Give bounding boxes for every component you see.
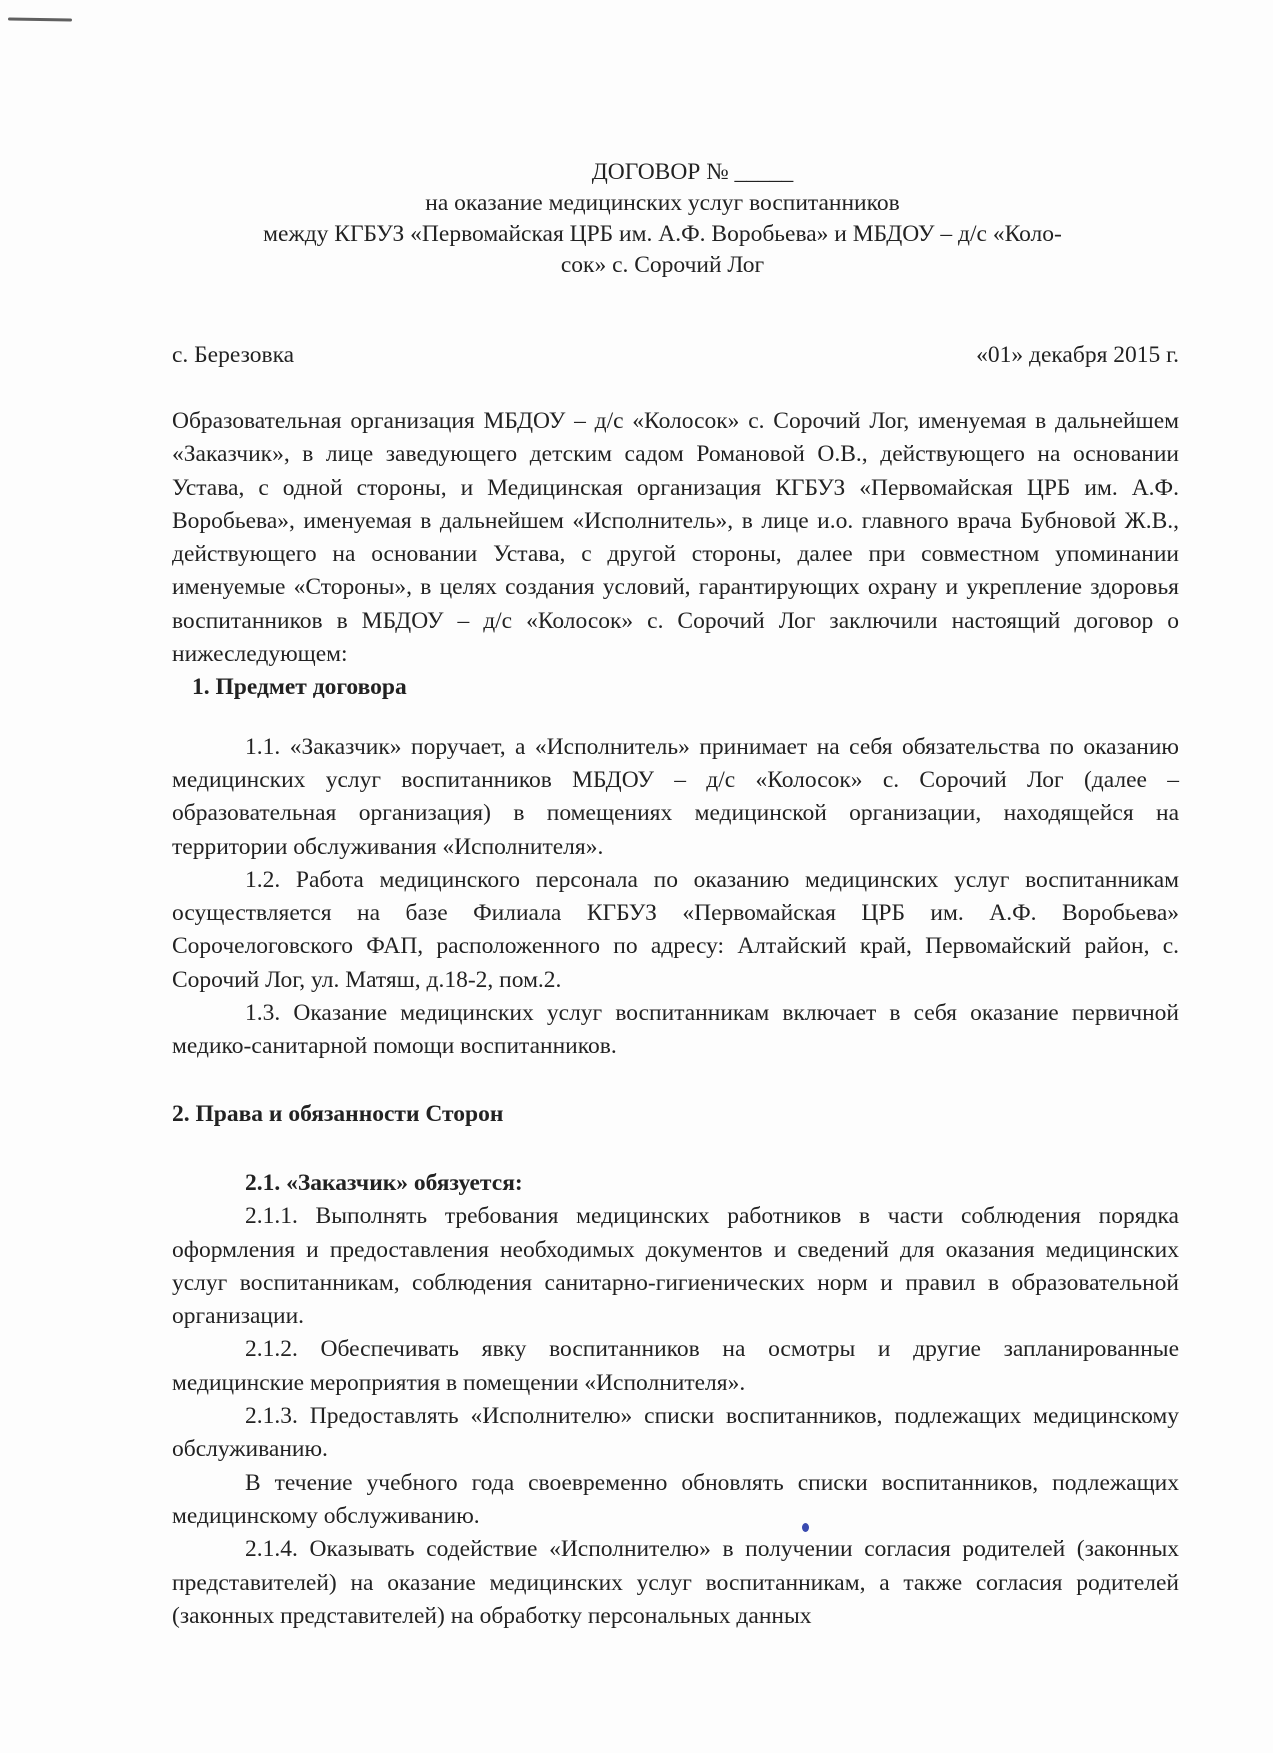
clause-2-1-2: 2.1.2. Обеспечивать явку воспитанников на осмотры и другие запланированные медицинские мероприятия в помещении «Исполнителя». — [172, 1336, 1179, 1396]
subsection-2-1-heading: 2.1. «Заказчик» обязуется: — [245, 1169, 523, 1196]
section-2-heading: 2. Права и обязанности Сторон — [172, 1100, 504, 1127]
clause-1-2: 1.2. Работа медицинского персонала по оказанию медицинских услуг воспитанникам осуществляется на базе Филиала КГБУЗ «Первомайская ЦРБ им. А.Ф. Воробьева» Сорочелоговского ФАП, расположенного по адресу: Алтайский край, Первомайский район, с. Сорочий Лог, ул. Матяш, д.18-2, пом.2. — [172, 866, 1179, 993]
section-1-heading: 1. Предмет договора — [192, 674, 407, 701]
contract-title: ДОГОВОР № _____ — [591, 159, 794, 185]
ink-mark — [802, 1523, 809, 1532]
contract-body — [172, 405, 1179, 1633]
contract-header — [150, 157, 1175, 281]
contract-parties-line-2: сок» с. Сорочий Лог — [560, 252, 765, 278]
clause-2-1-1: 2.1.1. Выполнять требования медицинских работников в части соблюдения порядка оформления и предоставления необходимых документов и сведений для оказания медицинских услуг воспитанникам, соблюдения санитарно-гигиенических норм и правил в образовательной организации. — [172, 1203, 1179, 1330]
preamble-paragraph: Образовательная организация МБДОУ – д/с «Колосок» с. Сорочий Лог, именуемая в дальнейшем «Заказчик», в лице заведующего детским садом Романовой О.В., действующего на основании Устава, с одной стороны, и Медицинская организация КГБУЗ «Первомайская ЦРБ им. А.Ф. Воробьева», именуемая в дальнейшем «Исполнитель», в лице и.о. главного врача Бубновой Ж.В., действующего на основании Устава, с другой стороны, далее при совместном упоминании именуемые «Стороны», в целях создания условий, гарантирующих охрану и укрепление здоровья воспитанников в МБДОУ – д/с «Колосок» с. Сорочий Лог заключили настоящий договор о нижеследующем: — [172, 408, 1179, 668]
contract-subtitle: на оказание медицинских услуг воспитанников — [425, 190, 900, 216]
scan-artifact-mark — [8, 17, 72, 21]
clause-2-1-3: 2.1.3. Предоставлять «Исполнителю» списки воспитанников, подлежащих медицинскому обслуживанию. — [172, 1403, 1179, 1463]
clause-2-1-3-continuation: В течение учебного года своевременно обновлять списки воспитанников, подлежащих медицинскому обслуживанию. — [172, 1469, 1179, 1529]
clause-1-1: 1.1. «Заказчик» поручает, а «Исполнитель» принимает на себя обязательства по оказанию медицинских услуг воспитанников МБДОУ – д/с «Колосок» с. Сорочий Лог (далее – образовательная организация) в помещениях медицинской организации, находящейся на территории обслуживания «Исполнителя». — [172, 733, 1179, 860]
contract-date: «01» декабря 2015 г. — [976, 342, 1179, 368]
clause-1-3: 1.3. Оказание медицинских услуг воспитанникам включает в себя оказание первичной медико-санитарной помощи воспитанников. — [172, 1000, 1179, 1060]
contract-parties-line-1: между КГБУЗ «Первомайская ЦРБ им. А.Ф. Воробьева» и МБДОУ – д/с «Коло- — [263, 221, 1062, 247]
contract-place: с. Березовка — [172, 342, 295, 368]
clause-2-1-4: 2.1.4. Оказывать содействие «Исполнителю» в получении согласия родителей (законных представителей) на оказание медицинских услуг воспитанникам, а также согласия родителей (законных представителей) на обработку персональных данных — [172, 1536, 1179, 1629]
